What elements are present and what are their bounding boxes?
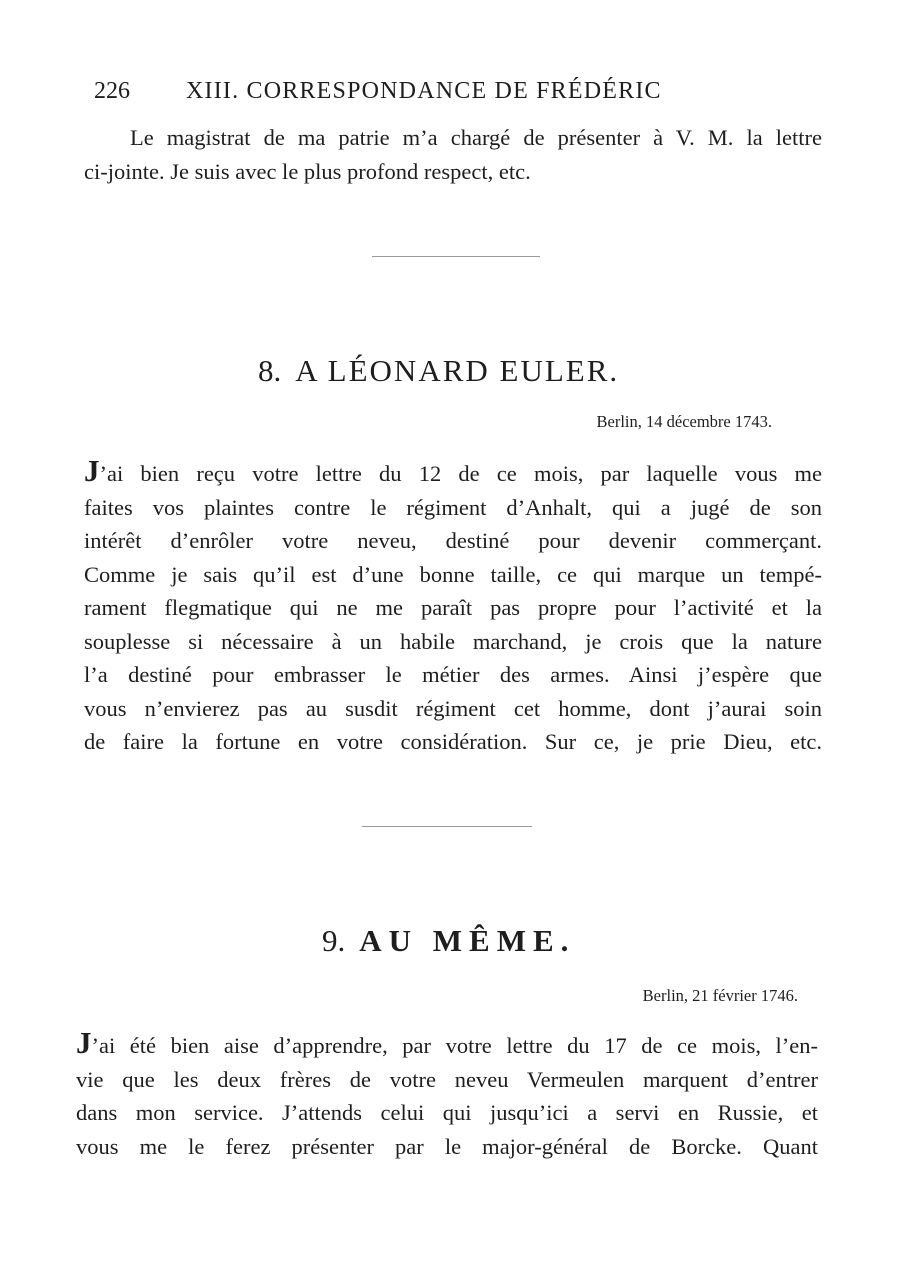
text-line: l’a destiné pour embrasser le métier des armes. Ainsi j’espère que: [84, 662, 822, 687]
text-line: dans mon service. J’attends celui qui jusqu’ici a servi en Russie, et: [76, 1100, 818, 1125]
letter-title: AU MÊME.: [359, 923, 576, 958]
letter-title: A LÉONARD EULER.: [295, 353, 620, 388]
text-line: intérêt d’enrôler votre neveu, destiné pour devenir commerçant.: [84, 528, 822, 553]
text-line: Comme je sais qu’il est d’une bonne taille, ce qui marque un tempé-: [84, 561, 822, 587]
letter-number: 9.: [322, 923, 346, 958]
text-line: vie que les deux frères de votre neveu Vermeulen marquent d’entrer: [76, 1066, 818, 1092]
letter-number: 8.: [258, 353, 282, 388]
text-line: J’ai bien reçu votre lettre du 12 de ce mois, par laquelle vous me: [84, 453, 822, 488]
text-line: souplesse si nécessaire à un habile marchand, je crois que la nature: [84, 628, 822, 654]
letter-heading: [258, 353, 619, 389]
text-line: de faire la fortune en votre considération. Sur ce, je prie Dieu, etc.: [84, 729, 822, 754]
dateline: Berlin, 21 février 1746.: [642, 986, 798, 1005]
text-line: ci-jointe. Je suis avec le plus profond respect, etc.: [84, 158, 531, 184]
letter-body: [76, 1027, 818, 1163]
intro-paragraph: [84, 121, 822, 188]
text-line: rament flegmatique qui ne me paraît pas propre pour l’activité et la: [84, 595, 822, 620]
drop-cap: J: [84, 453, 100, 488]
section-divider: [372, 256, 540, 257]
section-divider: [362, 826, 532, 827]
text-line: faites vos plaintes contre le régiment d’Anhalt, qui a jugé de son: [84, 494, 822, 520]
dateline: Berlin, 14 décembre 1743.: [596, 412, 772, 431]
letter-heading: [322, 923, 575, 959]
text-line: vous me le ferez présenter par le major-général de Borcke. Quant: [76, 1133, 818, 1159]
running-head-title: XIII. CORRESPONDANCE DE FRÉDÉRIC: [186, 78, 662, 104]
drop-cap: J: [76, 1025, 92, 1060]
text-line: vous n’envierez pas au susdit régiment cet homme, dont j’aurai soin: [84, 695, 822, 721]
letter-body: [84, 455, 822, 759]
running-head: [94, 78, 794, 105]
text-line: J’ai été bien aise d’apprendre, par votre lettre du 17 de ce mois, l’en-: [76, 1025, 818, 1060]
text-line: Le magistrat de ma patrie m’a chargé de présenter à V. M. la lettre: [130, 125, 822, 150]
page-number: 226: [94, 78, 130, 104]
